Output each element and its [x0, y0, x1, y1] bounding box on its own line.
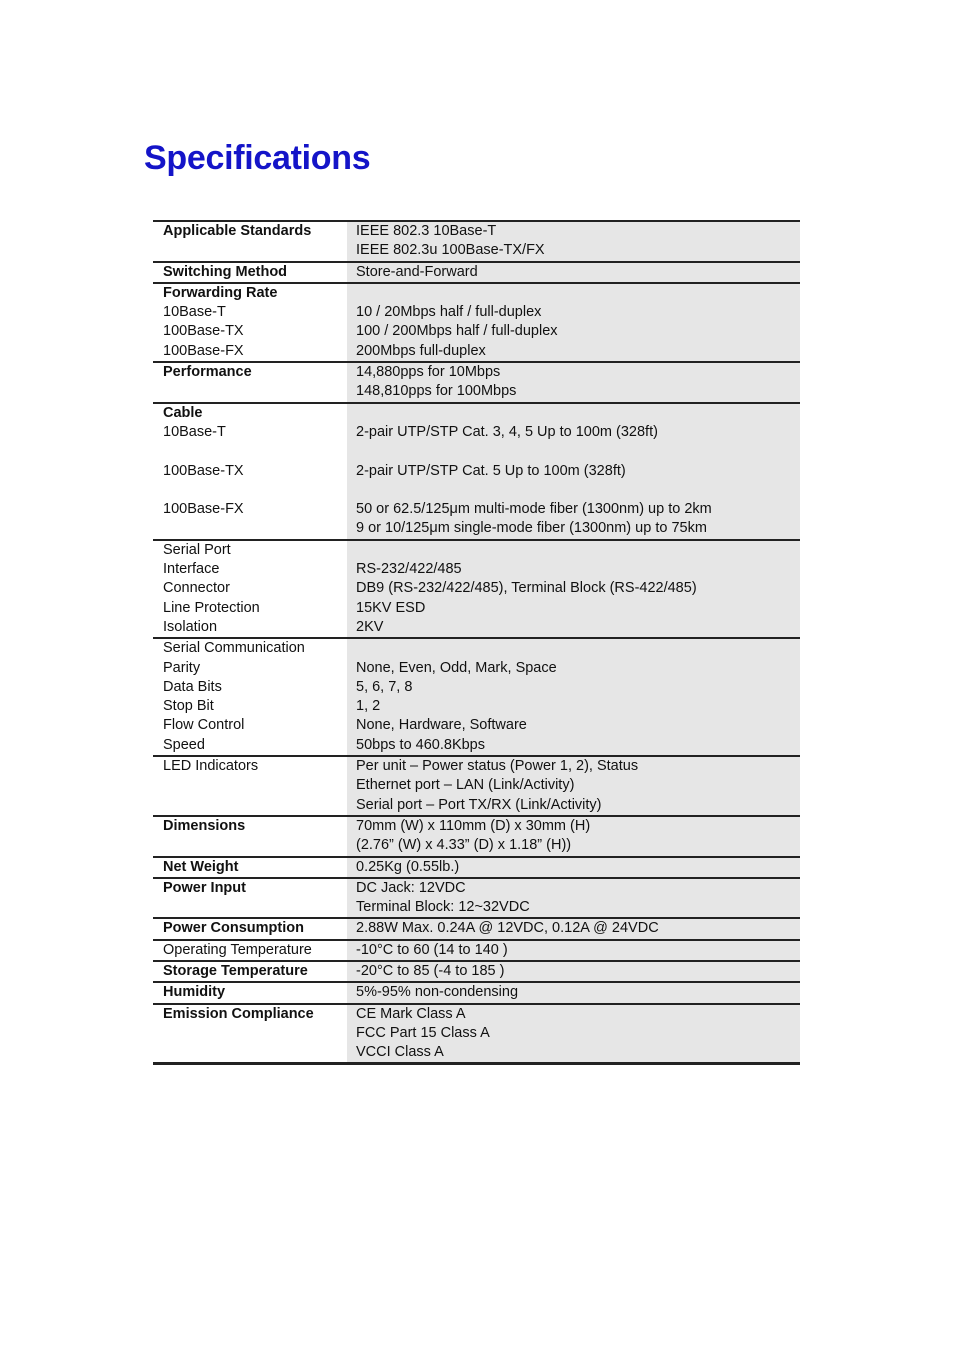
spec-value: -20°C to 85 (-4 to 185 ) — [356, 962, 505, 979]
spec-row — [153, 222, 800, 263]
spec-row — [153, 858, 800, 879]
spec-row — [153, 919, 800, 940]
spec-value — [356, 442, 800, 461]
spec-label-cell — [153, 541, 347, 637]
spec-label: Parity — [163, 659, 201, 676]
spec-label: 100Base-TX — [163, 323, 244, 340]
spec-row — [153, 757, 800, 817]
spec-value: Ethernet port – LAN (Link/Activity) — [356, 777, 575, 794]
spec-value: 100 / 200Mbps half / full-duplex — [356, 323, 558, 340]
spec-label — [163, 241, 347, 260]
spec-value: VCCI Class A — [356, 1044, 444, 1061]
spec-value: DB9 (RS-232/422/485), Terminal Block (RS-422/485) — [356, 580, 697, 597]
spec-row — [153, 983, 800, 1004]
spec-row — [153, 363, 800, 404]
spec-value: 2KV — [356, 618, 384, 635]
spec-label: Serial Port — [163, 541, 231, 558]
spec-label-cell — [153, 941, 347, 960]
spec-row — [153, 817, 800, 858]
spec-value-cell — [347, 757, 800, 815]
spec-row — [153, 639, 800, 757]
spec-label — [163, 382, 347, 401]
spec-value: 9 or 10/125μm single-mode fiber (1300nm) up to 75km — [356, 520, 707, 537]
spec-value — [356, 404, 800, 423]
spec-value-cell — [347, 983, 800, 1002]
spec-value-cell — [347, 404, 800, 539]
spec-value: -10°C to 60 (14 to 140 ) — [356, 941, 508, 958]
spec-value: 200Mbps full-duplex — [356, 342, 486, 359]
spec-label — [163, 519, 347, 538]
spec-value: IEEE 802.3u 100Base-TX/FX — [356, 242, 545, 259]
spec-label: 10Base-T — [163, 304, 226, 321]
spec-value: 14,880pps for 10Mbps — [356, 364, 501, 381]
spec-label — [163, 898, 347, 917]
spec-value: 5%-95% non-condensing — [356, 984, 519, 1001]
spec-row — [153, 1005, 800, 1066]
spec-value-cell — [347, 817, 800, 856]
spec-label-cell — [153, 639, 347, 755]
spec-label-cell — [153, 757, 347, 815]
spec-label-cell — [153, 983, 347, 1002]
spec-label: Power Consumption — [163, 920, 304, 937]
spec-label: Performance — [163, 364, 252, 381]
spec-value: RS-232/422/485 — [356, 561, 462, 578]
spec-value: (2.76” (W) x 4.33” (D) x 1.18” (H)) — [356, 837, 572, 854]
spec-value: 50bps to 460.8Kbps — [356, 736, 485, 753]
spec-value-cell — [347, 284, 800, 361]
spec-value: 2.88W Max. 0.24A @ 12VDC, 0.12A @ 24VDC — [356, 920, 659, 937]
spec-label: Data Bits — [163, 678, 222, 695]
spec-label: Storage Temperature — [163, 962, 308, 979]
spec-value: CE Mark Class A — [356, 1005, 466, 1022]
spec-label: Connector — [163, 580, 230, 597]
spec-value-cell — [347, 879, 800, 918]
spec-row — [153, 404, 800, 541]
spec-value-cell — [347, 919, 800, 938]
spec-value: Per unit – Power status (Power 1, 2), Status — [356, 758, 639, 775]
spec-label: Interface — [163, 561, 220, 578]
spec-label: Switching Method — [163, 263, 288, 280]
spec-label: Net Weight — [163, 858, 239, 875]
spec-value: 10 / 20Mbps half / full-duplex — [356, 304, 542, 321]
spec-label-cell — [153, 1005, 347, 1063]
spec-value: 148,810pps for 100Mbps — [356, 383, 517, 400]
spec-label: Forwarding Rate — [163, 284, 278, 301]
spec-label: Emission Compliance — [163, 1005, 314, 1022]
spec-value-cell — [347, 363, 800, 402]
spec-label: Humidity — [163, 984, 226, 1001]
page-title: Specifications — [144, 139, 371, 177]
spec-value-cell — [347, 1005, 800, 1063]
spec-value: Serial port – Port TX/RX (Link/Activity) — [356, 796, 602, 813]
spec-label: Speed — [163, 736, 205, 753]
spec-value: 15KV ESD — [356, 599, 426, 616]
spec-label-cell — [153, 817, 347, 856]
spec-value — [356, 481, 800, 500]
spec-row — [153, 941, 800, 962]
spec-value: DC Jack: 12VDC — [356, 879, 466, 896]
spec-value — [356, 541, 800, 560]
spec-value: 0.25Kg (0.55lb.) — [356, 858, 460, 875]
spec-label: Stop Bit — [163, 698, 214, 715]
spec-label: 100Base-TX — [163, 462, 244, 479]
spec-label-cell — [153, 263, 347, 282]
spec-value: 5, 6, 7, 8 — [356, 678, 413, 695]
spec-label: 100Base-FX — [163, 342, 244, 359]
spec-value: 70mm (W) x 110mm (D) x 30mm (H) — [356, 817, 591, 834]
spec-value-cell — [347, 858, 800, 877]
spec-label — [163, 1043, 347, 1062]
spec-value-cell — [347, 222, 800, 261]
spec-label-cell — [153, 858, 347, 877]
spec-label-cell — [153, 222, 347, 261]
spec-value-cell — [347, 962, 800, 981]
spec-label: Isolation — [163, 618, 218, 635]
spec-label: Serial Communication — [163, 640, 305, 657]
spec-value — [356, 284, 800, 303]
spec-value — [356, 639, 800, 658]
spec-label-cell — [153, 962, 347, 981]
spec-label: Operating Temperature — [163, 941, 312, 958]
spec-label — [163, 442, 347, 461]
spec-row — [153, 263, 800, 284]
spec-label-cell — [153, 879, 347, 918]
spec-value: 50 or 62.5/125μm multi-mode fiber (1300nm) up to 2km — [356, 501, 712, 518]
specifications-table — [153, 220, 800, 1065]
spec-value: Store-and-Forward — [356, 263, 478, 280]
spec-label-cell — [153, 919, 347, 938]
spec-label: Cable — [163, 404, 203, 421]
spec-value-cell — [347, 941, 800, 960]
spec-value: 2-pair UTP/STP Cat. 3, 4, 5 Up to 100m (328ft) — [356, 423, 658, 440]
spec-row — [153, 284, 800, 363]
spec-value: Terminal Block: 12~32VDC — [356, 899, 530, 916]
spec-value: 1, 2 — [356, 698, 381, 715]
spec-value: 2-pair UTP/STP Cat. 5 Up to 100m (328ft) — [356, 462, 626, 479]
spec-value: None, Hardware, Software — [356, 717, 527, 734]
spec-label — [163, 776, 347, 795]
spec-value: IEEE 802.3 10Base-T — [356, 223, 497, 239]
spec-label: 100Base-FX — [163, 501, 244, 518]
spec-value: None, Even, Odd, Mark, Space — [356, 659, 557, 676]
spec-value-cell — [347, 263, 800, 282]
spec-value-cell — [347, 639, 800, 755]
spec-label-cell — [153, 363, 347, 402]
spec-label: 10Base-T — [163, 423, 226, 440]
spec-label: Applicable Standards — [163, 223, 312, 239]
spec-label — [163, 481, 347, 500]
spec-row — [153, 879, 800, 920]
spec-value-cell — [347, 541, 800, 637]
spec-label: Flow Control — [163, 717, 245, 734]
spec-label: Line Protection — [163, 599, 260, 616]
spec-label: LED Indicators — [163, 758, 259, 775]
spec-label: Power Input — [163, 879, 246, 896]
spec-label — [163, 1024, 347, 1043]
spec-label-cell — [153, 284, 347, 361]
spec-row — [153, 962, 800, 983]
spec-row — [153, 541, 800, 639]
spec-label — [163, 836, 347, 855]
spec-label: Dimensions — [163, 817, 246, 834]
spec-label-cell — [153, 404, 347, 539]
spec-value: FCC Part 15 Class A — [356, 1024, 490, 1041]
spec-label — [163, 796, 347, 815]
